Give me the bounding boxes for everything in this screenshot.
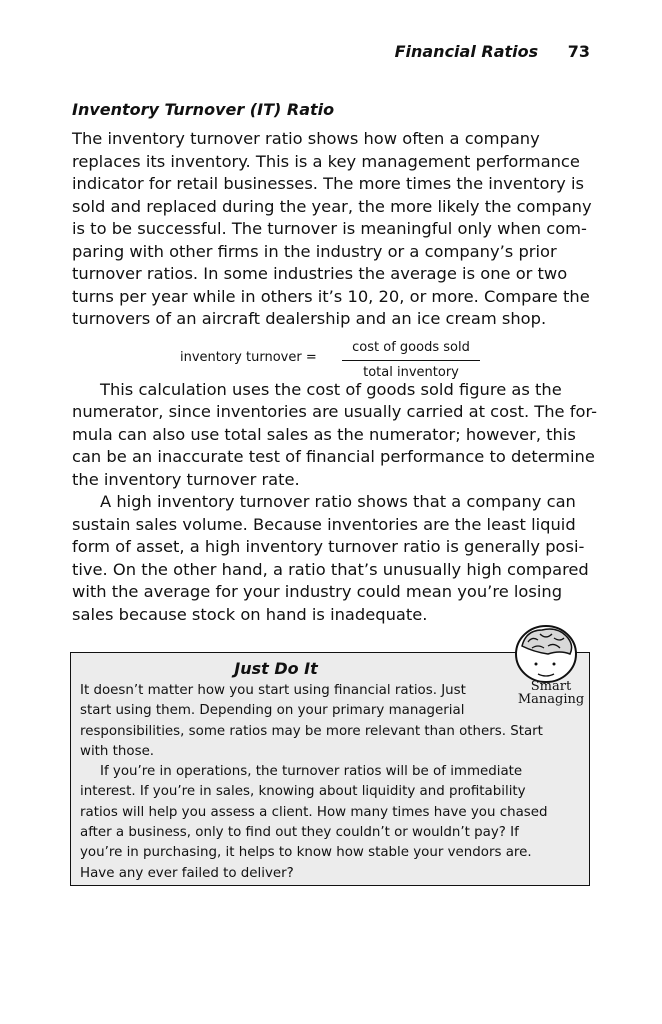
sidebar-line: Have any ever failed to deliver? (80, 865, 294, 881)
text-line: turnovers of an aircraft dealership and an ice cream shop. (72, 309, 547, 328)
text-line: form of asset, a high inventory turnover ratio is generally posi- (72, 537, 585, 556)
sidebar-line: It doesn’t matter how you start using financial ratios. Just (80, 683, 466, 698)
text-line: can be an inaccurate test of financial performance to determine (72, 447, 595, 466)
section-title: Inventory Turnover (IT) Ratio (72, 100, 335, 119)
logo-line-2: Managing (517, 692, 585, 707)
text-line: The inventory turnover ratio shows how often a company (72, 129, 540, 148)
sidebar-line: with those. (80, 743, 155, 759)
formula-denominator: total inventory (363, 365, 459, 380)
text-line: sustain sales volume. Because inventories are the least liquid (72, 514, 576, 534)
text-line: replaces its inventory. This is a key management performance (72, 151, 580, 171)
inventory-turnover-formula (72, 337, 586, 380)
text-line: numerator, since inventories are usually carried at cost. The for- (72, 402, 597, 421)
sidebar-line: responsibilities, some ratios may be more relevant than others. Start (80, 723, 543, 739)
sidebar-line: you’re in purchasing, it helps to know how stable your vendors are. (80, 845, 532, 861)
logo-line-1: Smart (530, 679, 572, 694)
text-line: sold and replaced during the year, the more likely the company (72, 196, 592, 216)
paragraph-3 (72, 491, 589, 626)
running-header (72, 42, 590, 61)
text-line: the inventory turnover rate. (72, 469, 300, 489)
sidebar-line: ratios will help you assess a client. How many times have you chased (80, 804, 548, 820)
body-text (72, 128, 597, 626)
sidebar-line: after a business, only to find out they couldn’t or wouldn’t pay? If (80, 825, 519, 841)
text-line: is to be successful. The turnover is meaningful only when com- (72, 219, 587, 238)
smart-managing-logo (510, 680, 592, 706)
text-line: This calculation uses the cost of goods sold figure as the (100, 379, 562, 399)
page-number: 73 (567, 42, 590, 61)
text-line: turns per year while in others it’s 10, 20, or more. Compare the (72, 286, 590, 306)
text-line: paring with other firms in the industry or a company’s prior (72, 241, 557, 261)
running-title: Financial Ratios (394, 42, 539, 61)
formula-lhs: inventory turnover = (180, 349, 317, 365)
text-line: indicator for retail businesses. The more times the inventory is (72, 174, 584, 193)
paragraph-1 (72, 128, 592, 331)
text-line: with the average for your industry could mean you’re losing (72, 582, 563, 601)
sidebar-line: start using them. Depending on your primary managerial (80, 703, 465, 719)
text-line: turnover ratios. In some industries the average is one or two (72, 264, 568, 283)
sidebar-title: Just Do It (234, 659, 318, 678)
text-line: A high inventory turnover ratio shows that a company can (100, 492, 576, 511)
sidebar-line: interest. If you’re in sales, knowing about liquidity and profitability (80, 784, 526, 800)
formula-fraction (342, 337, 480, 385)
paragraph-2 (72, 379, 597, 492)
text-line: sales because stock on hand is inadequate. (72, 604, 428, 624)
sidebar-line: If you’re in operations, the turnover ratios will be of immediate (100, 764, 523, 780)
text-line: tive. On the other hand, a ratio that’s unusually high compared (72, 559, 589, 579)
formula-numerator: cost of goods sold (342, 337, 480, 362)
text-line: mula can also use total sales as the numerator; however, this (72, 424, 576, 444)
